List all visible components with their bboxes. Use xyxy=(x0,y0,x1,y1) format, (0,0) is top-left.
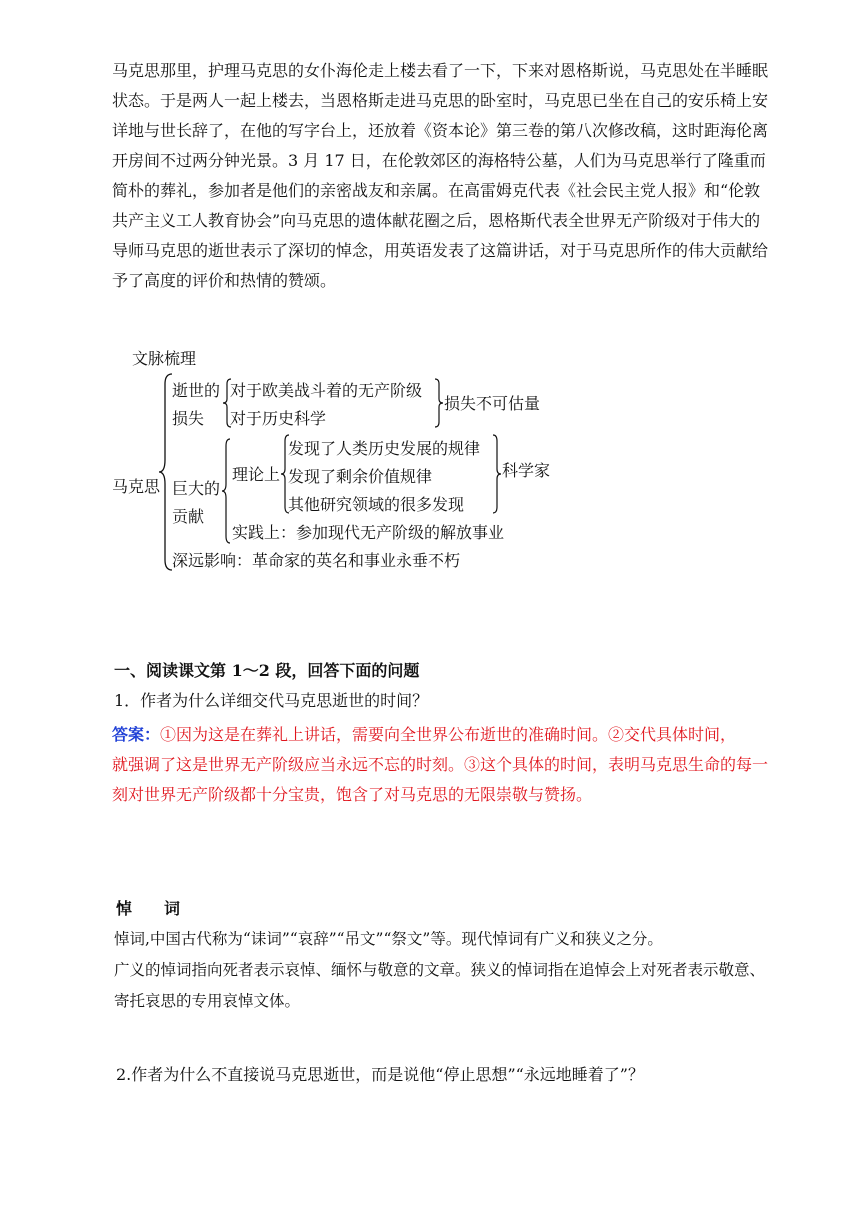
loss-item: 对于欧美战斗着的无产阶级 xyxy=(230,381,423,400)
text-line: 予了高度的评价和热情的赞颂。 xyxy=(112,271,337,290)
theory-item: 发现了人类历史发展的规律 xyxy=(288,439,481,458)
answer-label: 答案： xyxy=(112,725,161,744)
note-line: 悼词,中国古代称为“诔词”“哀辞”“吊文”“祭文”等。现代悼词有广义和狭义之分。 xyxy=(114,930,663,948)
theory-item: 其他研究领域的很多发现 xyxy=(288,495,465,514)
intro-paragraph xyxy=(112,56,780,296)
question-1: 1．作者为什么详细交代马克思逝世的时间？ xyxy=(114,691,429,710)
theory-close-brace xyxy=(492,434,502,514)
influence-item: 深远影响：革命家的英名和事业永垂不朽 xyxy=(172,551,461,570)
section-title: 一、阅读课文第 1～2 段，回答下面的问题 xyxy=(114,661,420,680)
outline-heading: 文脉梳理 xyxy=(132,349,197,368)
text-line: 状态。于是两人一起上楼去，当恩格斯走进马克思的卧室时，马克思已坐在自己的安乐椅上安 xyxy=(112,91,769,110)
root-brace xyxy=(158,372,174,572)
text-line: 开房间不过两分钟光景。3 月 17 日，在伦敦郊区的海格特公墓，人们为马克思举行了隆重而 xyxy=(112,151,766,170)
theory-item: 发现了剩余价值规律 xyxy=(288,467,433,486)
contrib-label: 巨大的 xyxy=(172,479,221,498)
loss-label: 损失 xyxy=(172,409,205,428)
note-line: 广义的悼词指向死者表示哀悼、缅怀与敬意的文章。狭义的悼词指在追悼会上对死者表示敬意、 xyxy=(114,961,766,979)
note-body xyxy=(114,924,804,1017)
text-line: 简朴的葬礼，参加者是他们的亲密战友和亲属。在高雷姆克代表《社会民主党人报》和“伦敦 xyxy=(112,181,761,200)
outline-root: 马克思 xyxy=(112,477,161,496)
question-2: 2.作者为什么不直接说马克思逝世，而是说他“停止思想”“永远地睡着了”？ xyxy=(116,1065,644,1084)
theory-label: 理论上 xyxy=(232,465,281,484)
answer-text: ①因为这是在葬礼上讲话，需要向全 xyxy=(160,725,417,744)
practice-item: 实践上：参加现代无产阶级的解放事业 xyxy=(232,523,505,542)
theory-result: 科学家 xyxy=(502,461,551,480)
answer-line: 就强调了这是世界无产阶级应当永远不忘的时刻。③这个具体的时间，表明马克思生命的每一 xyxy=(112,755,769,774)
loss-item: 对于历史科学 xyxy=(230,409,327,428)
loss-close-brace xyxy=(434,378,444,428)
loss-result: 损失不可估量 xyxy=(444,394,541,413)
contrib-label: 贡献 xyxy=(172,507,205,526)
loss-label: 逝世的 xyxy=(172,381,221,400)
answer-block xyxy=(112,720,784,810)
text-line: 详地与世长辞了，在他的写字台上，还放着《资本论》第三卷的第八次修改稿，这时距海伦离 xyxy=(112,121,769,140)
answer-text: 世界公布逝世的准确时间。②交代具体时间， xyxy=(416,725,737,744)
text-line: 导师马克思的逝世表示了深切的悼念，用英语发表了这篇讲话，对于马克思所作的伟大贡献给 xyxy=(112,241,769,260)
note-title: 悼 词 xyxy=(116,899,181,918)
answer-line xyxy=(112,720,784,750)
note-line: 寄托哀思的专用哀悼文体。 xyxy=(114,992,301,1010)
answer-line: 刻对世界无产阶级都十分宝贵，饱含了对马克思的无限崇敬与赞扬。 xyxy=(112,785,593,804)
contrib-brace xyxy=(221,438,231,544)
text-line: 马克思那里，护理马克思的女仆海伦走上楼去看了一下，下来对恩格斯说，马克思处在半睡眠 xyxy=(112,61,769,80)
text-line: 共产主义工人教育协会”向马克思的遗体献花圈之后，恩格斯代表全世界无产阶级对于伟大的 xyxy=(112,211,761,230)
